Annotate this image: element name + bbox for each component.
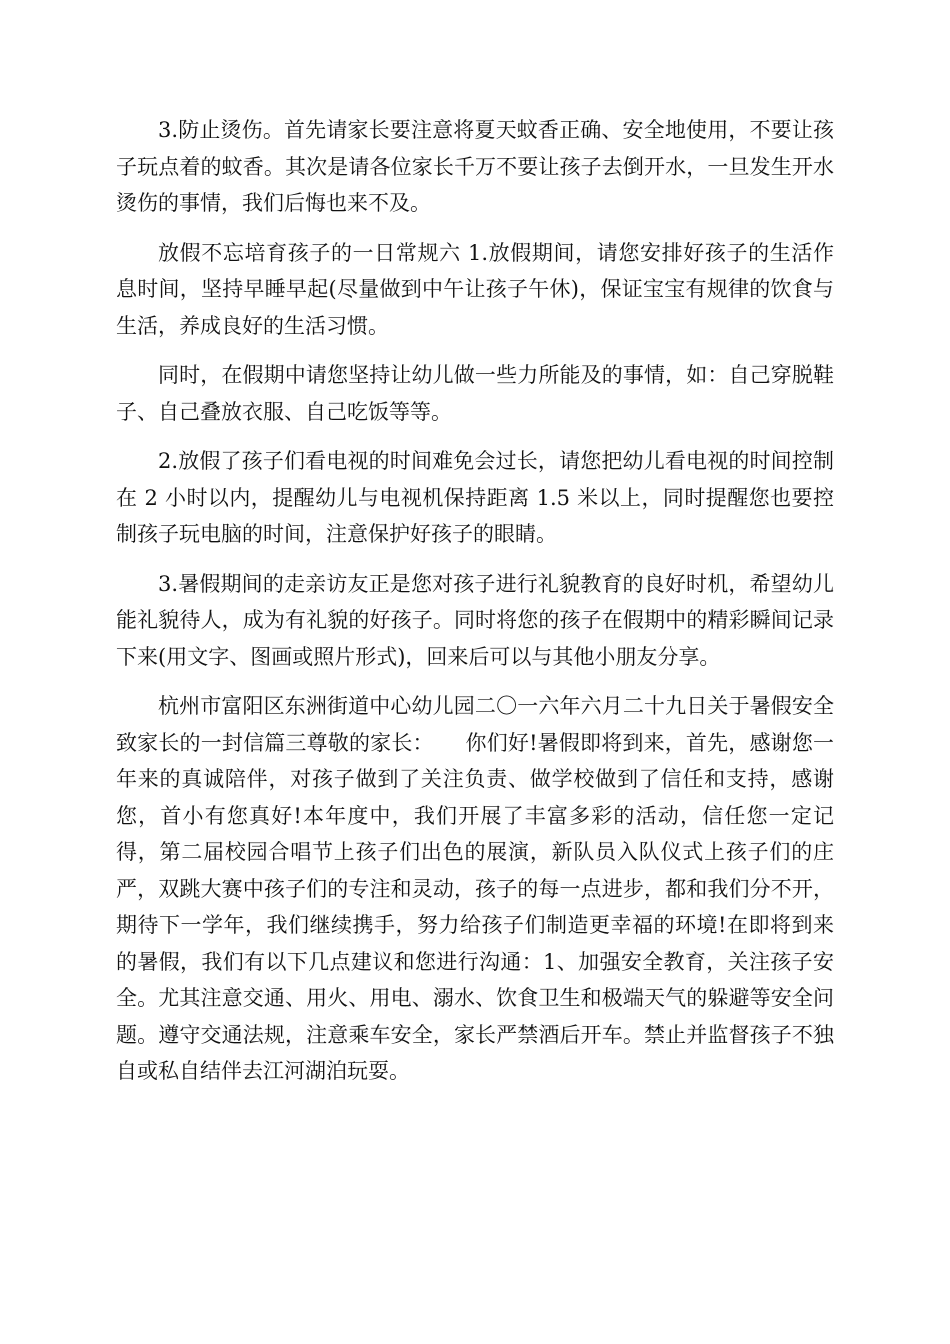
document-page [116, 112, 834, 1103]
paragraph-daily-routine: 放假不忘培育孩子的一日常规六 1.放假期间，请您安排好孩子的生活作息时间，坚持早睡早起(尽量做到中午让孩子午休)，保证宝宝有规律的饮食与生活，养成良好的生活习惯。 [116, 240, 834, 338]
paragraph-tv-time: 2.放假了孩子们看电视的时间难免会过长，请您把幼儿看电视的时间控制在 2 小时以内，提醒幼儿与电视机保持距离 1.5 米以上，同时提醒您也要控制孩子玩电脑的时间，注意保护好孩子的眼睛。 [116, 449, 834, 546]
paragraph-manners: 3.暑假期间的走亲访友正是您对孩子进行礼貌教育的良好时机，希望幼儿能礼貌待人，成为有礼貌的好孩子。同时将您的孩子在假期中的精彩瞬间记录下来(用文字、图画或照片形式)，回来后可以与其他小朋友分享。 [116, 571, 834, 669]
paragraph-burn-prevention: 3.防止烫伤。首先请家长要注意将夏天蚊香正确、安全地使用，不要让孩子玩点着的蚊香。其次是请各位家长千万不要让孩子去倒开水，一旦发生开水烫伤的事情，我们后悔也来不及。 [116, 118, 834, 215]
paragraph-letter: 杭州市富阳区东洲街道中心幼儿园二〇一六年六月二十九日关于暑假安全致家长的一封信篇三尊敬的家长： 你们好!暑假即将到来，首先，感谢您一年来的真诚陪伴，对孩子做到了关注负责、做学校做到了信任和支持，感谢您，首小有您真好!本年度中，我们开展了丰富多彩的活动，信任您一定记得，第二届校园合唱节上孩子们出色的展演，新队员入队仪式上孩子们的庄严，双跳大赛中孩子们的专注和灵动，孩子的每一点进步，都和我们分不开，期待下一学年，我们继续携手，努力给孩子们制造更幸福的环境!在即将到来的暑假，我们有以下几点建议和您进行沟通：1、加强安全教育，关注孩子安全。尤其注意交通、用火、用电、溺水、饮食卫生和极端天气的躲避等安全问题。遵守交通法规，注意乘车安全，家长严禁酒后开车。禁止并监督孩子不独自或私自结伴去江河湖泊玩耍。 [116, 694, 834, 1083]
paragraph-self-care: 同时，在假期中请您坚持让幼儿做一些力所能及的事情，如：自己穿脱鞋子、自己叠放衣服、自己吃饭等等。 [116, 363, 834, 424]
